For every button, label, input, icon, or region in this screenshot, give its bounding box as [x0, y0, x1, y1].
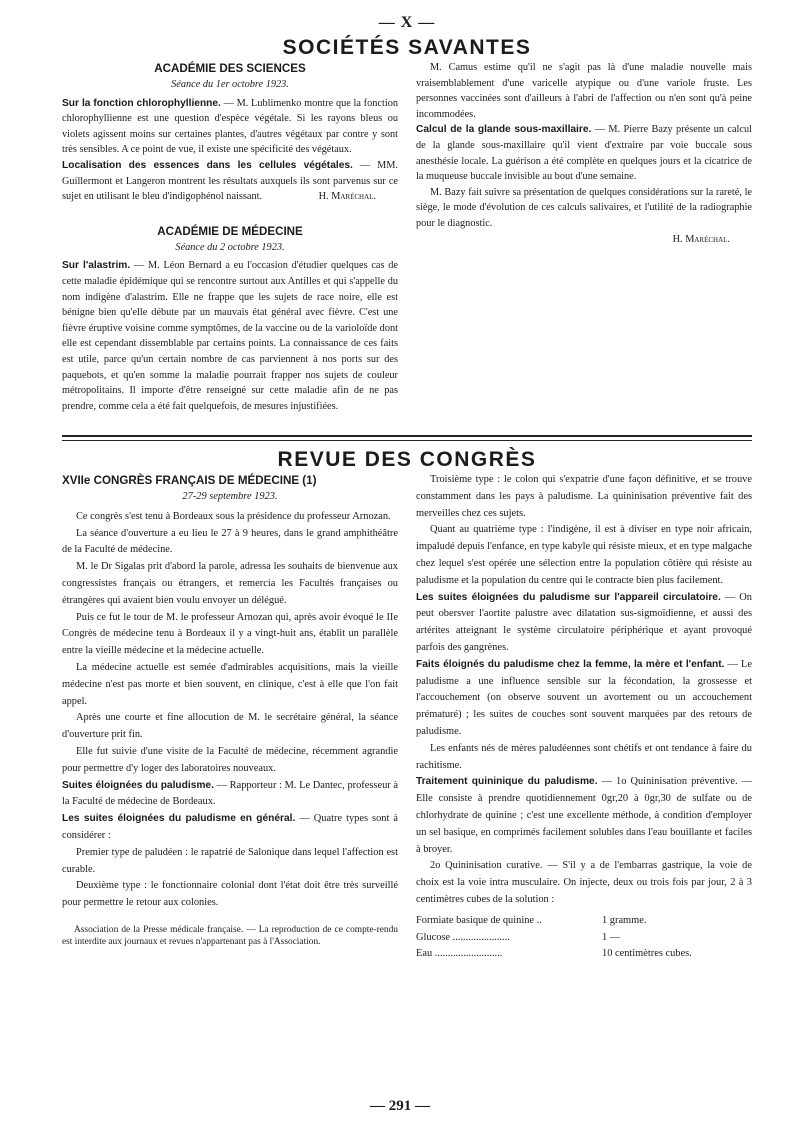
academie-medecine-title: ACADÉMIE DE MÉDECINE: [157, 224, 303, 238]
formula-quantity: 10 centimètres cubes.: [602, 948, 692, 960]
revue-right-column: [416, 472, 752, 963]
congres-paragraph: M. le Dr Sigalas prit d'abord la parole, adressa les souhaits de bienvenue aux congressistes français ou étrangers, et remercia les Facultés françaises ou étrangères qui avaient bien voulu envoyer un délégué.: [62, 561, 398, 606]
formula-row: [416, 930, 752, 947]
essences-heading: Localisation des essences dans les cellules végétales.: [62, 159, 353, 171]
formula-row: [416, 946, 752, 963]
traitement-text: — 1o Quininisation préventive. — Elle consiste à prendre quotidiennement 0gr,20 à 0gr,30 de sulfate ou de chlorhydrate de quinine ; c'est une excellente méthode, à condition d'employer un sel basique, en comprimés facilement solubles dans l'eau bouillante et faciles à broyer.: [416, 776, 753, 855]
essences-text: — MM. Guillermont et Langeron montrent les résultats auxquels ils sont parvenus sur ce sujet en utilisant le bleu d'indigophénol naissant.: [62, 159, 398, 203]
societes-right-column: [416, 60, 752, 431]
traitement-heading: Traitement quininique du paludisme.: [416, 776, 598, 788]
chlorophylle-text: — M. Lublimenko montre que la fonction chlorophyllienne est une question d'espèce végétale. Si les rayons bleus ou violets agissent moins sur certaines plantes, d'autres végétaux par contre y sont très sensibles. A ce point de vue, il existe une spécificité des végétaux.: [62, 97, 398, 156]
essences-paragraph: [62, 158, 398, 205]
type3-paragraph: Troisième type : le colon qui s'expatrie d'une façon définitive, et se trouve constamment dans les pays à paludisme. La quininisation préventive fait des merveilles chez ces sujets.: [416, 474, 752, 519]
congres-date: 27-29 septembre 1923.: [182, 491, 278, 502]
congres-paragraph: Elle fut suivie d'une visite de la Faculté de médecine, récemment agrandie pour permettre d'y loger des laboratoires nouveaux.: [62, 745, 398, 774]
alastrim-heading: Sur l'alastrim.: [62, 260, 131, 272]
chlorophylle-paragraph: [62, 96, 398, 158]
suites-text: — Rapporteur : M. Le Dantec, professeur à la Faculté de médecine de Bordeaux.: [62, 779, 398, 808]
medecine-signature: H. Maréchal.: [672, 233, 730, 245]
type4-paragraph: Quant au quatrième type : l'indigène, il est à diviser en type noir africain, impaludé depuis l'enfance, en type kabyle qui résiste mieux, et en type malgache chez lequel s'est opérée une sélection entre la population côtière qui résiste au paludisme et la population du centre qui le contracte bien plus facilement.: [416, 524, 752, 586]
bazy-paragraph: M. Bazy fait suivre sa présentation de quelques considérations sur la rareté, le siège, le mode d'évolution de ces calculs salivaires, et l'utilité de la radiographie pour le diagnostic.: [416, 186, 752, 229]
curative-paragraph: 2o Quininisation curative. — S'il y a de l'embarras gastrique, la voie de choix est la voie intra musculaire. On injecte, deux ou trois fois par jour, 2 à 3 centimètres cubes de la solution :: [416, 860, 752, 905]
camus-paragraph: M. Camus estime qu'il ne s'agit pas là d'une maladie nouvelle mais vraisemblablement d'une varicelle atypique ou d'une variole fruste. Les personnes vaccinées sont d'ailleurs à l'abri de l'affection ou n'en sont qu'à peine incommodées.: [416, 62, 752, 120]
general-paragraph: [62, 811, 398, 845]
suites-heading: Suites éloignées du paludisme.: [62, 779, 214, 791]
section-title-revue: REVUE DES CONGRÈS: [277, 448, 537, 471]
congres-title: XVIIe CONGRÈS FRANÇAIS DE MÉDECINE (1): [62, 474, 317, 487]
formula-row: [416, 913, 752, 930]
academie-sciences-title: ACADÉMIE DES SCIENCES: [154, 62, 306, 75]
section-divider: [62, 435, 752, 441]
formula-ingredient: Formiate basique de quinine ..: [416, 914, 542, 926]
academie-medecine-date: Séance du 2 octobre 1923.: [175, 241, 285, 253]
congres-paragraph: La médecine actuelle est semée d'admirables acquisitions, mais la vieille médecine n'est pas morte et bien souvent, en clinique, c'est à elle que l'on fait appel.: [62, 661, 398, 707]
page-number: — 291 —: [370, 1098, 430, 1114]
calcul-paragraph: [416, 122, 752, 184]
formula-ingredient: Eau ..........................: [416, 948, 503, 960]
suites-paragraph: [62, 778, 398, 812]
revue-left-column: [62, 472, 398, 963]
general-text: — Quatre types sont à considérer :: [62, 813, 399, 841]
revue-columns: [62, 472, 752, 963]
general-heading: Les suites éloignées du paludisme en général.: [62, 813, 296, 825]
formula-quantity: 1 —: [602, 931, 621, 943]
societes-left-column: [62, 60, 398, 431]
alastrim-text: — M. Léon Bernard a eu l'occasion d'étudier quelques cas de cette maladie épidémique qui se rencontre surtout aux Antilles et qui s'appelle du nom indigène d'alastrim. Elle ne frappe que les sujets de race noire, elle est bénigne bien qu'elle débute par un mauvais état général avec fièvre. C'est une fièvre éruptive voisine comme symptômes, de la vaccine ou de la varioloïde dont elle est cependant dissemblable par certains points. La connaissance de ces faits est utile, parce qu'un certain nombre de cas parviennent à nos ports sur des paquebots, et qu'en somme la maladie pourrait frapper nos sujets de couleur métropolitains. Il importe d'être renseigné sur cette maladie afin de ne pas prendre, comme cela a été fait quelquefois, de mesures injustifiées.: [62, 260, 398, 412]
femme-text: — Le paludisme a une influence sensible sur la fécondation, la grossesse et l'accouchement (on observe souvent un avortement ou un accouchement prématuré) ; les suites de couches sont souvent marquées par des retours de paludisme.: [416, 658, 752, 737]
femme-paragraph: [416, 657, 752, 741]
femme-heading: Faits éloignés du paludisme chez la femme, la mère et l'enfant.: [416, 658, 725, 670]
journal-page: [62, 14, 752, 1139]
association-note: Association de la Presse médicale française. — La reproduction de ce compte-rendu est interdite aux journaux et revues n'appartenant pas à l'Association.: [62, 924, 398, 947]
congres-paragraph: Puis ce fut le tour de M. le professeur Arnozan qui, après avoir évoqué le IIe Congrès de médecine tenu à Bordeaux il y a vingt-huit ans, établit un parallèle entre la vieille médecine et la médecine actuelle.: [62, 611, 398, 657]
type2-paragraph: Deuxième type : le fonctionnaire colonial dont l'état doit être très surveillé pour permettre le retour aux colonies.: [62, 880, 398, 909]
roman-page-header: — X —: [378, 14, 436, 31]
circulatoire-heading: Les suites éloignées du paludisme sur l'appareil circulatoire.: [416, 591, 721, 603]
circulatoire-text: — On peut obersver l'aortite palustre avec dilatation sus-sigmoïdienne, et aussi des artérites atteignant le système circulatoire périphérique et ayant provoqué parfois des gangrènes.: [416, 591, 753, 653]
formula-ingredient: Glucose ......................: [416, 931, 510, 943]
academie-sciences-date: Séance du 1er octobre 1923.: [171, 79, 289, 90]
section-title-societes: SOCIÉTÉS SAVANTES: [282, 36, 532, 59]
traitement-paragraph: [416, 774, 752, 858]
calcul-heading: Calcul de la glande sous-maxillaire.: [416, 124, 592, 136]
formula-table: [416, 913, 752, 963]
type1-paragraph: Premier type de paludéen : le rapatrié de Salonique dans lequel l'affection est curable.: [62, 846, 398, 875]
congres-paragraph: La séance d'ouverture a eu lieu le 27 à 9 heures, dans le grand amphithéâtre de la Faculté de médecine.: [62, 527, 398, 556]
enfants-paragraph: Les enfants nés de mères paludéennes sont chétifs et ont tendance à faire du rachitisme.: [416, 742, 752, 771]
alastrim-paragraph: [62, 258, 398, 414]
congres-paragraph: Ce congrès s'est tenu à Bordeaux sous la présidence du professeur Arnozan.: [76, 510, 391, 522]
congres-paragraph: Après une courte et fine allocution de M. le secrétaire général, la séance d'ouverture prit fin.: [62, 712, 398, 741]
calcul-text: — M. Pierre Bazy présente un calcul de la glande sous-maxillaire qu'il vient d'extraire par voie buccale sous anesthésie locale. La guérison a été complète en quelques jours et la cicatrice de la muqueuse buccale invisible au bout d'une semaine.: [416, 124, 752, 183]
sciences-signature: H. Maréchal.: [318, 191, 376, 203]
formula-quantity: 1 gramme.: [602, 914, 647, 926]
societes-columns: [62, 60, 752, 431]
chlorophylle-heading: Sur la fonction chlorophyllienne.: [62, 97, 221, 109]
circulatoire-paragraph: [416, 590, 752, 657]
